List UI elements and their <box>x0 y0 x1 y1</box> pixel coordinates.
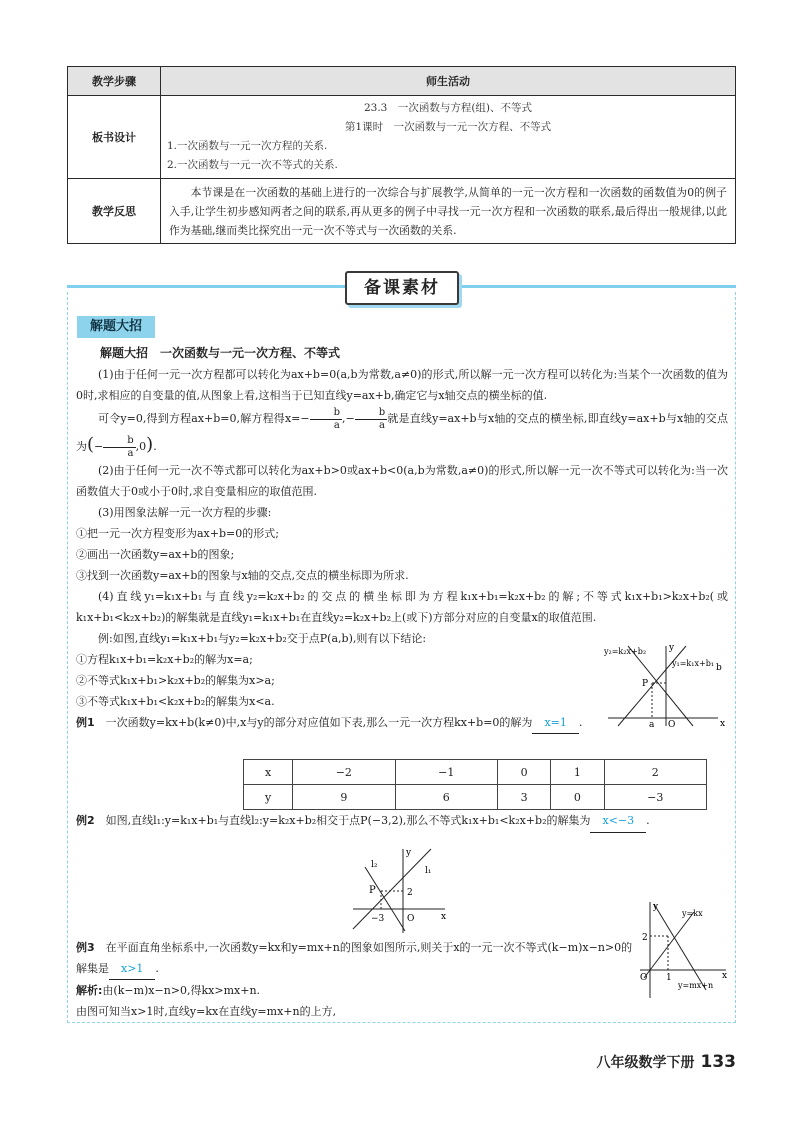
step-1: ①把一元一次方程变形为ax+b=0的形式; <box>76 527 279 540</box>
step-2: ②画出一次函数y=ax+b的图象; <box>76 548 235 561</box>
step-3: ③找到一次函数y=ax+b的图象与x轴的交点,交点的横坐标即为所求. <box>76 569 409 582</box>
table-cell: 9 <box>293 785 395 810</box>
example-3 <box>76 937 636 1022</box>
label-2: 2 <box>642 933 648 943</box>
label-l1: l₁ <box>425 866 432 876</box>
example-3-question: 例3 在平面直角坐标系中,一次函数y=kx和y=mx+n的图象如图所示,则关于x的一元一次不等式(k−m)x−n>0的解集是 x>1 . <box>76 937 636 980</box>
section-banner: 备课素材 <box>345 271 459 305</box>
frac-num: b <box>103 435 135 448</box>
label-y: y <box>406 848 412 858</box>
label-x: x <box>722 971 728 981</box>
label-p: P <box>369 885 376 896</box>
solution-text-1: 由(k−m)x−n>0,得kx>mx+n. <box>102 984 261 997</box>
label-b: b <box>716 663 722 673</box>
board-line: 第1课时 一次函数与一元一次方程、不等式 <box>344 121 552 133</box>
conclusion-3: ③不等式k₁x+b₁<k₂x+b₂的解集为x<a. <box>76 695 275 708</box>
p2-text-d: ,0 <box>135 440 147 453</box>
table-cell: −1 <box>395 760 497 785</box>
p2-text-a: 可令y=0,得到方程ax+b=0,解方程得x=− <box>98 412 310 425</box>
book-title: 八年级数学下册 <box>596 1055 695 1071</box>
label-y: y <box>653 902 659 912</box>
label-x: x <box>441 912 447 922</box>
label-l2: l₂ <box>371 860 378 870</box>
solution-line-2: 由图可知当x>1时,直线y=kx在直线y=mx+n的上方, <box>76 1005 337 1018</box>
solution-line-1 <box>76 980 636 1001</box>
board-line: 2.一次函数与一元一次不等式的关系. <box>167 159 338 171</box>
example-2: 例2 如图,直线l₁:y=k₁x+b₁与直线l₂:y=k₂x+b₂相交于点P(−3,2),那么不等式k₁x+b₁<k₂x+b₂的解集为 x<−3 . <box>76 810 728 833</box>
header-activity: 师生活动 <box>161 67 736 96</box>
lesson-plan-table <box>67 66 736 244</box>
fraction <box>310 407 342 432</box>
paren-close: ) <box>146 434 154 455</box>
frac-num: b <box>355 407 387 420</box>
board-line: 1.一次函数与一元一次方程的关系. <box>167 140 328 152</box>
header-step: 教学步骤 <box>68 67 161 96</box>
p2-text-c: 就是直线y=ax+b与x轴的交点的横坐标,即直线y=ax+b与x轴的交点为 <box>76 412 728 453</box>
conclusion-2: ②不等式k₁x+b₁>k₂x+b₂的解集为x>a; <box>76 674 275 687</box>
label-p: P <box>642 679 649 689</box>
reflection-row <box>68 179 736 244</box>
label-x: x <box>720 719 726 728</box>
table-row <box>244 760 707 785</box>
label-a: a <box>649 720 655 728</box>
board-design-row <box>68 96 736 179</box>
figure-example-2 <box>345 845 455 935</box>
paragraph-5: (4)直线y₁=k₁x+b₁与直线y₂=k₂x+b₂的交点的横坐标即为方程k₁x+b₁=k₂x+b₂的解;不等式k₁x+b₁>k₂x+b₂(或k₁x+b₁<k₂x+b₂)的解集就是直线y₁=k₁x+b₁在直线y₂=k₂x+b₂上(或下)方部分对应的自变量x的取值范围. <box>76 590 728 624</box>
label-ymxn: y=mx+n <box>678 981 714 990</box>
line-l1 <box>353 849 431 929</box>
label-neg3: −3 <box>371 914 385 924</box>
label-2: 2 <box>407 888 413 898</box>
label-ykx: y=kx <box>682 909 703 918</box>
example-1-label: 例1 <box>76 716 95 729</box>
table-cell: −2 <box>293 760 395 785</box>
paragraph-6: 例:如图,直线y₁=k₁x+b₁与y₂=k₂x+b₂交于点P(a,b),则有以下结论: <box>98 632 427 645</box>
table-cell: 3 <box>497 785 550 810</box>
frac-den: a <box>127 447 134 459</box>
paragraph-3: (2)由于任何一元一次不等式都可以转化为ax+b>0或ax+b<0(a,b为常数,a≠0)的形式,所以解一元一次不等式可以转化为:当一次函数值大于0或小于0时,求自变量相应的取值范围. <box>76 464 728 498</box>
table-cell: −3 <box>604 785 706 810</box>
table-cell: y <box>244 785 293 810</box>
table-cell: 0 <box>551 785 604 810</box>
value-table <box>243 759 707 810</box>
reflection-label: 教学反思 <box>68 179 161 244</box>
example-2-text: 如图,直线l₁:y=k₁x+b₁与直线l₂:y=k₂x+b₂相交于点P(−3,2),那么不等式k₁x+b₁<k₂x+b₂的解集为 <box>105 814 591 827</box>
frac-num: b <box>310 407 342 420</box>
example-2-label: 例2 <box>76 814 95 827</box>
board-line: 23.3 一次函数与方程(组)、不等式 <box>363 102 533 114</box>
fraction <box>103 435 135 460</box>
table-cell: 2 <box>604 760 706 785</box>
label-y2: y₂=k₂x+b₂ <box>604 647 647 656</box>
example-general <box>76 628 596 712</box>
table-cell: x <box>244 760 293 785</box>
example-1: 例1 一次函数y=kx+b(k≠0)中,x与y的部分对应值如下表,那么一元一次方程kx+b=0的解为 x=1 . <box>76 712 728 734</box>
page-footer <box>597 1052 737 1072</box>
label-y1: y₁=k₁x+b₁ <box>672 659 715 668</box>
label-1: 1 <box>666 973 672 983</box>
example-2-answer: x<−3 <box>590 810 646 833</box>
table-cell: 1 <box>551 760 604 785</box>
line-ykx <box>644 912 694 978</box>
example-1-answer: x=1 <box>532 712 578 734</box>
line-y1 <box>628 646 693 726</box>
example-3-text: 在平面直角坐标系中,一次函数y=kx和y=mx+n的图象如图所示,则关于x的一元一次不等式(k−m)x−n>0的解集是 <box>76 941 633 975</box>
frac-den: a <box>333 419 340 431</box>
reflection-text: 本节课是在一次函数的基础上进行的一次综合与扩展教学,从简单的一元一次方程和一次函数的函数值为0的例子入手,让学生初步感知两者之间的联系,再从更多的例子中寻找一元一次方程和一次函数的联系,最后得出一般规律,以此作为基础,继而类比探究出一元一次不等式与一次函数的关系. <box>161 179 736 244</box>
fraction <box>355 407 387 432</box>
paragraph-4: (3)用图象法解一元一次方程的步骤: <box>98 506 272 519</box>
label-o: O <box>407 914 415 924</box>
table-cell: 0 <box>497 760 550 785</box>
table-row <box>244 785 707 810</box>
paren-open: ( <box>87 434 95 455</box>
example-3-answer: x>1 <box>109 958 155 980</box>
label-o: O <box>668 720 676 728</box>
figure-intersection <box>598 640 728 728</box>
paragraph-2: 可令y=0,得到方程ax+b=0,解方程得x=− $\frac{b}{a}$ ,− $\frac{b}{a}$ 就是直线y=ax+b与x轴的交点的横坐标,即直线y=ax+b与x轴的交点为(− $\frac{b}{a}$ ,0). <box>76 406 728 459</box>
table-header-row <box>68 67 736 96</box>
label-o: O <box>640 973 648 983</box>
board-design-label: 板书设计 <box>68 96 161 179</box>
section-tag: 解题大招 <box>77 316 155 338</box>
solution-label: 解析: <box>76 984 103 997</box>
frac-den: a <box>378 419 385 431</box>
page-number: 133 <box>700 1052 736 1072</box>
line-y2 <box>618 646 686 726</box>
table-cell: 6 <box>395 785 497 810</box>
conclusion-1: ①方程k₁x+b₁=k₂x+b₂的解为x=a; <box>76 653 253 666</box>
label-y: y <box>669 643 675 653</box>
board-design-content <box>161 96 736 179</box>
section-title: 解题大招 一次函数与一元一次方程、不等式 <box>100 346 341 360</box>
example-1-text: 一次函数y=kx+b(k≠0)中,x与y的部分对应值如下表,那么一元一次方程kx+b=0的解为 <box>105 716 533 729</box>
figure-example-3 <box>632 900 732 1000</box>
example-3-label: 例3 <box>76 941 95 954</box>
paragraph-1: (1)由于任何一元一次方程都可以转化为ax+b=0(a,b为常数,a≠0)的形式,所以解一元一次方程可以转化为:当某个一次函数的值为0时,求相应的自变量的值,从图象上看,这相当于已知直线y=ax+b,确定它与x轴交点的横坐标的值. <box>76 368 728 402</box>
p2-text-b: ,− <box>342 412 355 425</box>
